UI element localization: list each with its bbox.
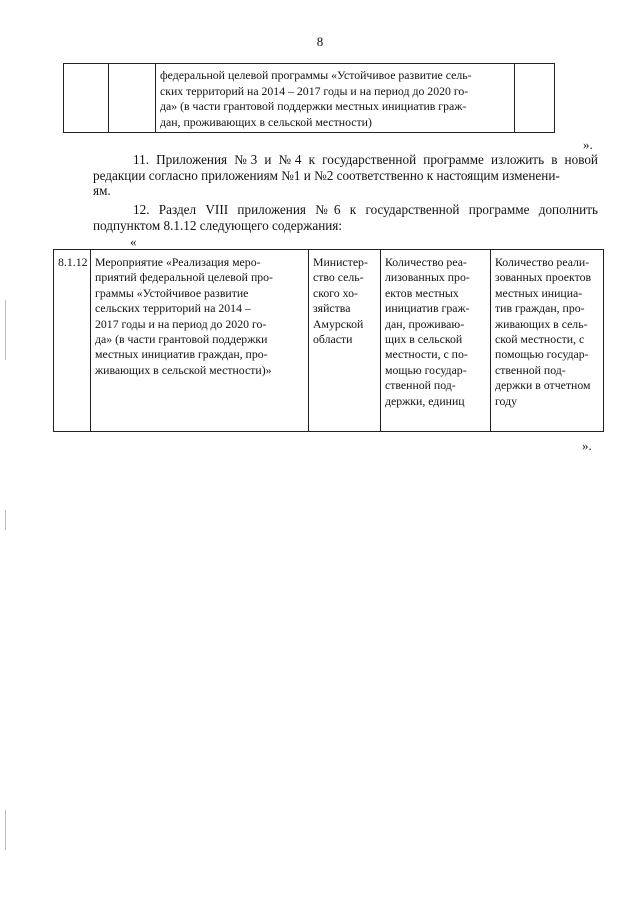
text-line: ской местности, с [495,332,585,347]
table-cell-number [54,250,91,432]
text-line: щих в сельской [385,332,463,347]
text-line: местных инициа- [495,285,583,300]
table-cell-indicator [381,250,491,432]
table-cell-method [491,250,604,432]
text-line: ственной под- [495,362,566,377]
subpoint-number: 8.1.12 [58,255,88,269]
text-line: зяйства [313,301,351,316]
paragraph-line: редакции согласно приложениям №1 и №2 соответственно к настоящим изменени- [93,167,560,183]
paragraph-line: 11. Приложения №3 и №4 к государственной программе изложить в новой [133,152,598,167]
closing-quote: ». [583,137,593,152]
paragraph-line: 12. Раздел VIII приложения №6 к государственной программе дополнить [133,202,598,217]
text-line: мощью государ- [385,362,467,377]
text-line: Мероприятие «Реализация меро- [95,255,261,269]
text-line: местности, с по- [385,347,468,362]
text-line: 2017 годы и на период до 2020 го- [95,316,267,331]
text-line: Амурской [313,316,364,331]
table-cell-empty [109,64,156,133]
table-cell-event [91,250,309,432]
text-line: да» (в части грантовой поддержки местных инициатив граж- [160,99,467,113]
paragraph-line: подпунктом 8.1.12 следующего содержания: [93,217,343,233]
text-line: ственной под- [385,378,456,393]
text-line: Количество реа- [385,255,467,269]
paragraph-12 [93,202,598,233]
text-line: дан, проживаю- [385,316,465,331]
scan-edge-mark [5,510,6,530]
text-line: дан, проживающих в сельской местности) [160,114,372,129]
table-cell-empty [515,64,555,133]
text-line: да» (в части грантовой поддержки [95,332,268,347]
text-line: ских территорий на 2014 – 2017 годы и на период до 2020 го- [160,83,469,98]
text-line: зованных проектов [495,270,592,285]
paragraph-11 [93,152,598,199]
subpoint-table [53,249,604,432]
text-line: Министер- [313,255,368,269]
text-line: граммы «Устойчивое развитие [95,285,249,300]
scan-edge-mark [5,300,6,360]
text-line: ектов местных [385,285,459,300]
text-line: сельских территорий на 2014 – [95,301,251,316]
table-row [54,250,604,432]
table-row [64,64,555,133]
text-line: Количество реали- [495,255,590,269]
scan-edge-mark [5,810,6,850]
text-line: приятий федеральной целевой про- [95,270,273,285]
text-line: ского хо- [313,285,358,300]
text-line: тив граждан, про- [495,301,585,316]
text-line: лизованных про- [385,270,470,285]
text-line: держки в отчетном [495,378,591,393]
text-line: местных инициатив граждан, про- [95,347,268,362]
text-line: помощью государ- [495,347,589,362]
table-cell-event-text [156,64,515,133]
text-line: живающих в сель- [495,316,588,331]
text-line: федеральной целевой программы «Устойчивое развитие сель- [160,68,472,82]
text-line: ство сель- [313,270,364,285]
text-line: году [495,393,518,408]
text-line: держки, единиц [385,393,465,408]
page-number: 8 [316,34,324,49]
table-cell-empty [64,64,109,133]
paragraph-line: ям. [93,183,111,198]
continuation-table [63,63,555,133]
text-line: области [313,332,353,347]
text-line: живающих в сельской местности)» [95,362,272,377]
opening-quote: « [130,234,137,249]
text-line: инициатив граж- [385,301,470,316]
table-cell-executor [309,250,381,432]
closing-quote: ». [582,438,592,453]
